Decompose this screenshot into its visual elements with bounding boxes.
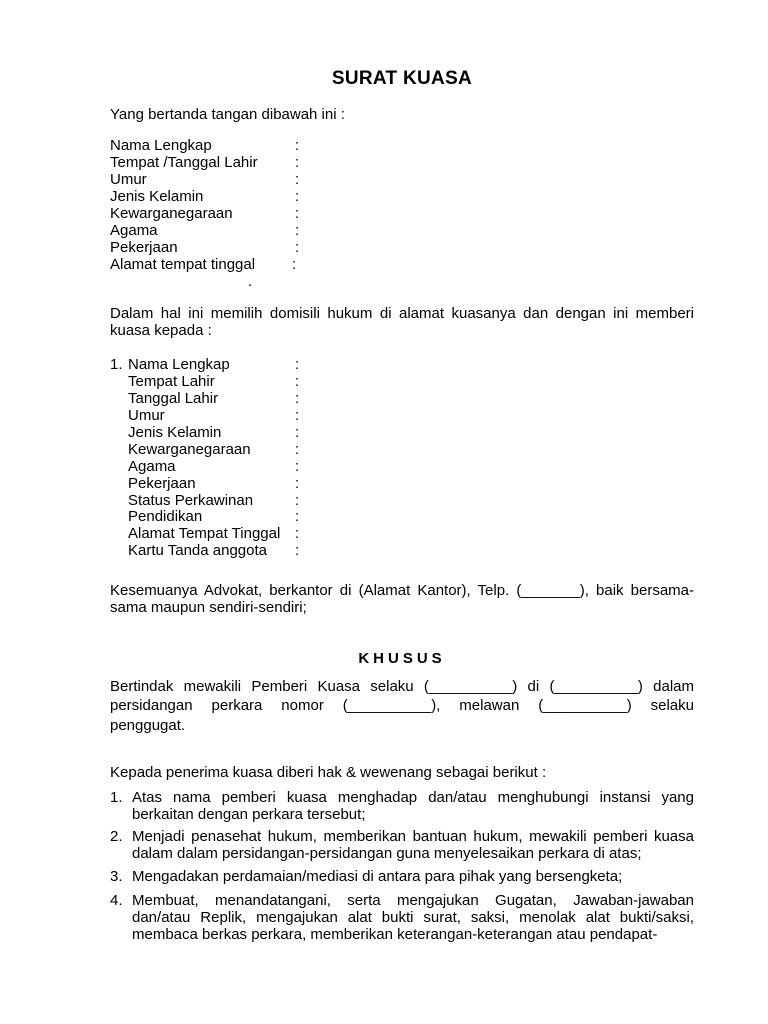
field-colon: :: [295, 205, 300, 222]
list-item-text: Menjadi penasehat hukum, memberikan bantuan hukum, mewakili pemberi kuasa dalam dalam persidangan-persidangan guna menyelesaikan perkara di atas;: [132, 828, 694, 862]
field-colon: :: [292, 256, 297, 273]
attorney-field-label: Nama Lengkap: [128, 356, 230, 373]
field-colon: :: [295, 492, 300, 509]
list-item-text: Membuat, menandatangani, serta mengajukan Gugatan, Jawaban-jawaban dan/atau Replik, mengajukan alat bukti surat, saksi, menolak alat bukti/saksi, membaca berkas perkara, memberikan keterangan-keterangan atau pendapat-: [132, 892, 694, 943]
list-item-number: 1.: [110, 789, 123, 806]
attorney-field-label: Alamat Tempat Tinggal: [128, 525, 281, 542]
field-colon: :: [295, 222, 300, 239]
special-heading: KHUSUS: [358, 650, 446, 667]
attorney-field-label: Tanggal Lahir: [128, 390, 219, 407]
grantor-field-label: Agama: [110, 222, 158, 239]
field-colon: :: [295, 458, 300, 475]
field-colon: :: [295, 373, 300, 390]
grantor-field-label: Tempat /Tanggal Lahir: [110, 154, 258, 171]
attorney-field-label: Tempat Lahir: [128, 373, 215, 390]
list-item-text: Mengadakan perdamaian/mediasi di antara para pihak yang bersengketa;: [132, 868, 623, 885]
grantor-field-label: Pekerjaan: [110, 239, 178, 256]
list-item: [110, 789, 694, 823]
advocate-paragraph: Kesemuanya Advokat, berkantor di (Alamat Kantor), Telp. (_______), baik bersama-sama maupun sendiri-sendiri;: [110, 582, 694, 616]
attorney-field-label: Umur: [128, 407, 165, 424]
field-colon: :: [295, 137, 300, 154]
field-colon: :: [295, 542, 300, 559]
field-colon: :: [295, 390, 300, 407]
trailing-dot: .: [248, 273, 253, 290]
field-colon: :: [295, 239, 300, 256]
attorney-field-label: Agama: [128, 458, 176, 475]
field-colon: :: [295, 407, 300, 424]
grantor-field-label: Kewarganegaraan: [110, 205, 233, 222]
attorney-field-label: Kartu Tanda anggota: [128, 542, 268, 559]
document-title: SURAT KUASA: [331, 68, 473, 89]
grantor-field-label: Nama Lengkap: [110, 137, 212, 154]
grantor-field-label: Umur: [110, 171, 147, 188]
list-item-text: Atas nama pemberi kuasa menghadap dan/atau menghubungi instansi yang berkaitan dengan perkara tersebut;: [132, 789, 694, 823]
attorney-number: 1.: [110, 356, 123, 373]
domicile-paragraph: Dalam hal ini memilih domisili hukum di alamat kuasanya dan dengan ini memberi kuasa kepada :: [110, 305, 694, 339]
intro-text: Yang bertanda tangan dibawah ini :: [110, 106, 345, 123]
attorney-field-label: Pekerjaan: [128, 475, 196, 492]
representation-line: penggugat.: [110, 717, 186, 734]
field-colon: :: [295, 508, 300, 525]
attorney-field-label: Kewarganegaraan: [128, 441, 251, 458]
grantor-field-label: Jenis Kelamin: [110, 188, 204, 205]
list-item: [110, 828, 694, 862]
field-colon: :: [295, 356, 300, 373]
attorney-field-label: Pendidikan: [128, 508, 203, 525]
field-colon: :: [295, 171, 300, 188]
field-colon: :: [295, 424, 300, 441]
authority-intro: Kepada penerima kuasa diberi hak & wewenang sebagai berikut :: [110, 764, 547, 781]
grantor-field-label: Alamat tempat tinggal: [110, 256, 256, 273]
attorney-field-label: Jenis Kelamin: [128, 424, 222, 441]
field-colon: :: [295, 188, 300, 205]
list-item-number: 2.: [110, 828, 123, 845]
field-colon: :: [295, 525, 300, 542]
list-item: [110, 892, 694, 943]
field-colon: :: [295, 441, 300, 458]
representation-line: Bertindak mewakili Pemberi Kuasa selaku (__________) di (__________) dalam: [110, 678, 694, 695]
representation-line: persidangan perkara nomor (__________), melawan (__________) selaku: [110, 697, 694, 714]
attorney-field-label: Status Perkawinan: [128, 492, 254, 509]
list-item-number: 3.: [110, 868, 123, 885]
field-colon: :: [295, 475, 300, 492]
list-item: [110, 868, 694, 885]
field-colon: :: [295, 154, 300, 171]
list-item-number: 4.: [110, 892, 123, 909]
